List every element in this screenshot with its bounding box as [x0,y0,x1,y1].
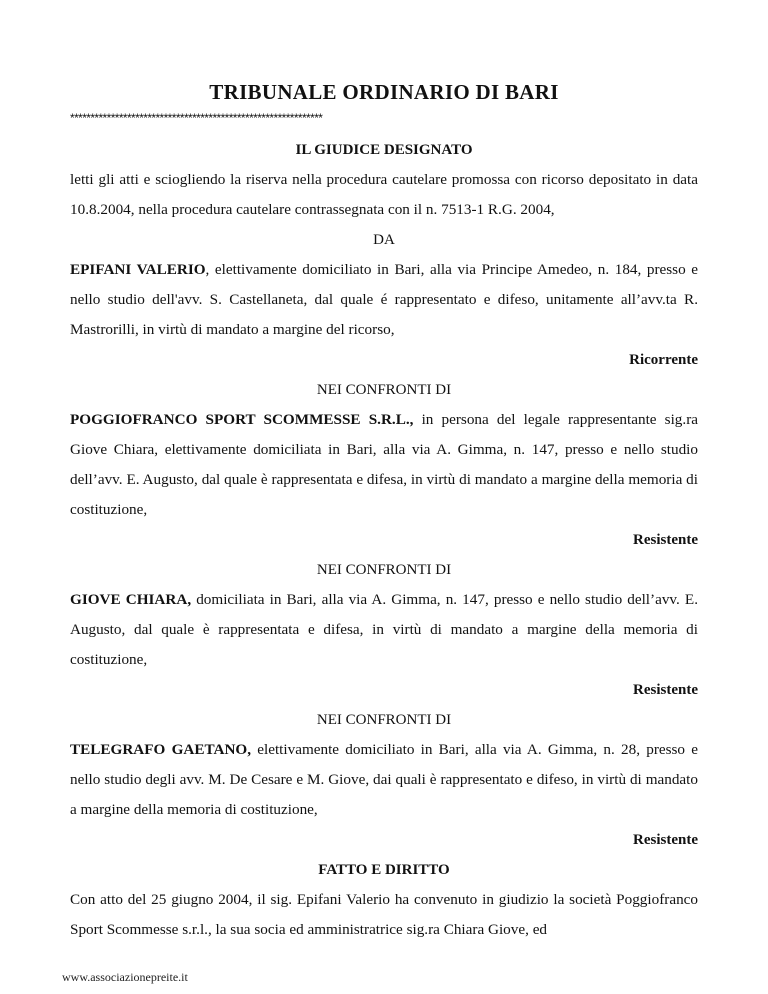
party-text: , elettivamente domiciliato in Bari, alla via Principe Amedeo, n. 184, presso e nello studio dell'avv. S. Castellaneta, dal quale é rappresentato e difeso, unitamente all’avv.ta R. Mastrorilli, in virtù di mandato a margine del ricorso, [70,261,699,338]
section-heading: FATTO E DIRITTO [318,862,450,878]
party-paragraph [70,735,698,825]
confronti-heading: NEI CONFRONTI DI [316,382,452,398]
party-name: TELEGRAFO GAETANO, [70,741,252,758]
party-role: Resistente [633,832,698,848]
party-role: Resistente [633,682,698,698]
party-role: Resistente [633,532,698,548]
footer-url: www.associazionepreite.it [62,970,188,984]
party-role: Ricorrente [629,352,698,368]
party-text: domiciliata in Bari, alla via A. Gimma, n. 147, presso e nello studio dell’avv. E. Augusto, dal quale è rappresentata e difesa, in virtù di mandato a margine della memoria di costituzione, [70,591,698,668]
party-name: GIOVE CHIARA, [70,591,192,608]
confronti-heading: NEI CONFRONTI DI [316,562,452,578]
party-paragraph [70,585,698,675]
body-paragraph: Con atto del 25 giugno 2004, il sig. Epifani Valerio ha convenuto in giudizio la società Poggiofranco Sport Scommesse s.r.l., la sua socia ed amministratrice sig.ra Chiara Giove, ed [70,891,698,938]
separator-stars: ************************************************************** [70,111,323,125]
party-text: elettivamente domiciliato in Bari, alla via A. Gimma, n. 28, presso e nello studio degli avv. M. De Cesare e M. Giove, dai quali è rappresentato e difeso, in virtù di mandato a margine della memoria di costituzione, [70,741,698,818]
intro-paragraph: letti gli atti e sciogliendo la riserva nella procedura cautelare promossa con ricorso depositato in data 10.8.2004, nella procedura cautelare contrassegnata con il n. 7513-1 R.G. 2004, [70,171,698,218]
judge-heading: IL GIUDICE DESIGNATO [295,142,473,158]
party-paragraph [70,255,698,345]
da-heading: DA [373,232,395,248]
party-name: EPIFANI VALERIO [70,261,206,278]
confronti-heading: NEI CONFRONTI DI [316,712,452,728]
document-body [70,80,698,945]
document-title: TRIBUNALE ORDINARIO DI BARI [209,80,559,104]
party-paragraph [70,405,698,525]
party-name: POGGIOFRANCO SPORT SCOMMESSE S.R.L., [70,411,414,428]
party-text: in persona del legale rappresentante sig.ra Giove Chiara, elettivamente domiciliata in Bari, alla via A. Gimma, n. 147, presso e nello studio dell’avv. E. Augusto, dal quale è rappresentata e difesa, in virtù di mandato a margine della memoria di costituzione, [70,411,698,518]
